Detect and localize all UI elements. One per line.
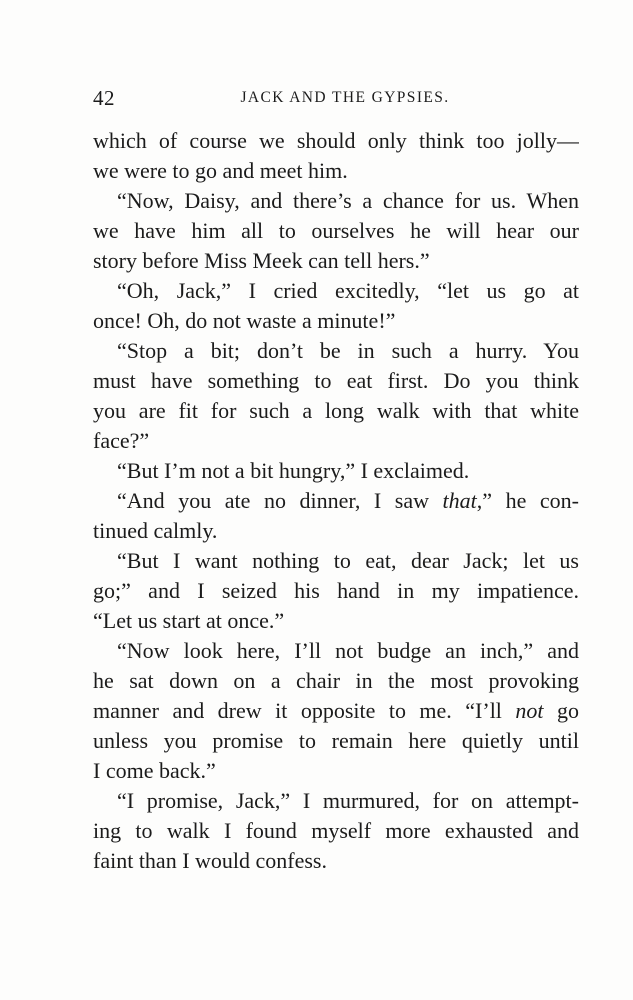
text-line: unless you promise to remain here quietly until [93,728,579,753]
text-line: manner and drew it opposite to me. “I’ll not go [93,698,579,723]
text-line: tinued calmly. [93,518,218,543]
text-line: must have something to eat first. Do you think [93,368,579,393]
text-line: faint than I would confess. [93,848,327,873]
emphasis: not [515,698,544,723]
text-line: he sat down on a chair in the most provoking [93,668,579,693]
text-line: “And you ate no dinner, I saw that,” he con- [117,488,579,513]
text-line: face?” [93,428,150,453]
text-line: which of course we should only think too jolly— [93,128,579,153]
text-line: once! Oh, do not waste a minute!” [93,308,396,333]
running-head [93,86,579,112]
text-line: we were to go and meet him. [93,158,348,183]
text-line: story before Miss Meek can tell hers.” [93,248,430,273]
body-text [93,126,579,876]
text-line: ing to walk I found myself more exhausted and [93,818,579,843]
running-title: JACK AND THE GYPSIES. [240,89,450,106]
text-line: “Now look here, I’ll not budge an inch,” and [117,638,579,663]
text-line: “But I want nothing to eat, dear Jack; let us [117,548,579,573]
text-line: “But I’m not a bit hungry,” I exclaimed. [117,458,470,483]
text-line: “I promise, Jack,” I murmured, for on attempt- [117,788,579,813]
emphasis: that [442,488,477,513]
text-line: “Oh, Jack,” I cried excitedly, “let us go at [117,278,579,303]
text-line: you are fit for such a long walk with that white [93,398,579,423]
text-line: “Now, Daisy, and there’s a chance for us. When [117,188,579,213]
text-line: go;” and I seized his hand in my impatience. [93,578,579,603]
text-line: I come back.” [93,758,216,783]
text-line: “Let us start at once.” [93,608,285,633]
text-line: “Stop a bit; don’t be in such a hurry. You [117,338,579,363]
text-line: we have him all to ourselves he will hear our [93,218,579,243]
page-number: 42 [93,86,115,110]
